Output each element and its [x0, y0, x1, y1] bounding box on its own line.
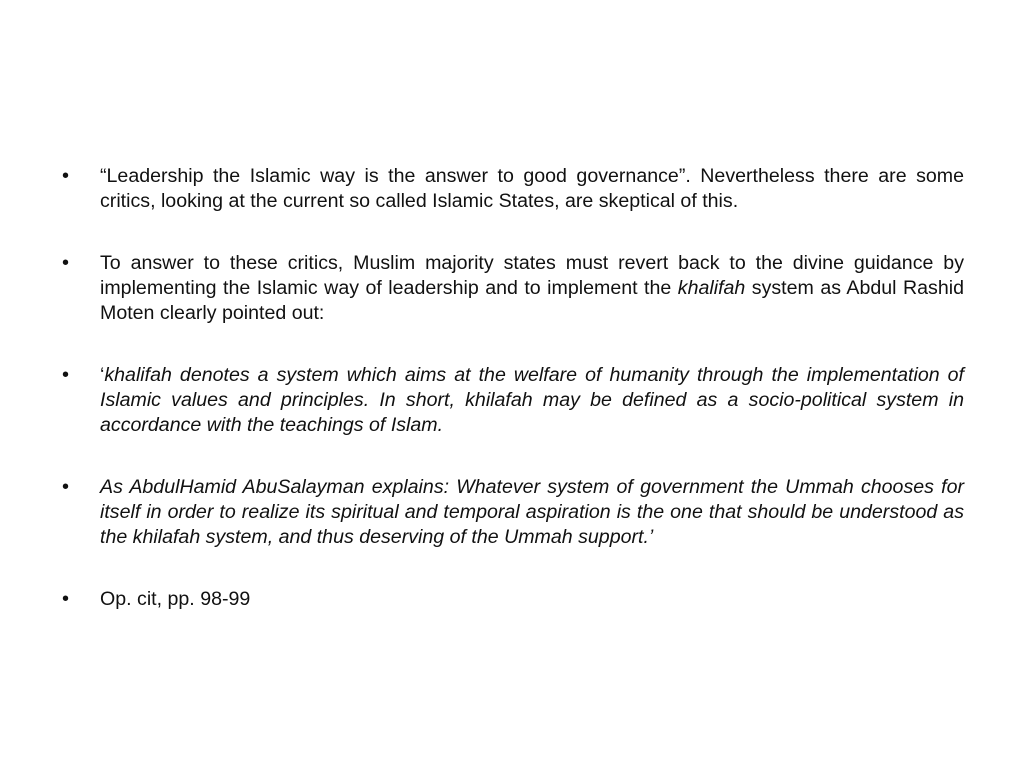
citation-text: Op. cit, pp. 98-99: [100, 588, 251, 610]
bullet-dot: •: [62, 588, 70, 610]
bullet-item-1: [62, 164, 964, 214]
bullet-text-part: system as Abdul Rashid Moten clearly pointed out:: [100, 277, 964, 324]
quote-continuation: As AbdulHamid AbuSalayman explains: Whatever system of government the Ummah chooses for itself in order to realize its spiritual and temporal aspiration is the one that should be understood as the khilafah system, and thus deserving of the Ummah support.’: [100, 476, 964, 548]
bullet-dot: •: [62, 165, 70, 187]
bullet-list: [62, 164, 964, 649]
bullet-item-3: [62, 363, 964, 438]
quote-body: khalifah denotes a system which aims at the welfare of humanity through the implementation of Islamic values and principles. In short, khilafah may be defined as a socio-political system in accordance with the teachings of Islam.: [100, 364, 964, 436]
khalifah-term: khalifah: [677, 277, 746, 299]
bullet-dot: •: [62, 364, 70, 386]
bullet-text-part: To answer to these critics, Muslim majority states must revert back to the divine guidance by implementing the Islamic way of leadership and to implement the: [100, 252, 964, 299]
open-quote: ‘: [100, 364, 105, 386]
bullet-item-2: [62, 251, 964, 326]
bullet-text: “Leadership the Islamic way is the answer to good governance”. Nevertheless there are some critics, looking at the current so called Islamic States, are skeptical of this.: [100, 165, 964, 212]
bullet-dot: •: [62, 252, 70, 274]
bullet-dot: •: [62, 476, 70, 498]
quote-text: [100, 363, 964, 438]
bullet-text: [100, 251, 964, 326]
bullet-item-4: [62, 475, 964, 550]
bullet-item-5: [62, 587, 964, 612]
